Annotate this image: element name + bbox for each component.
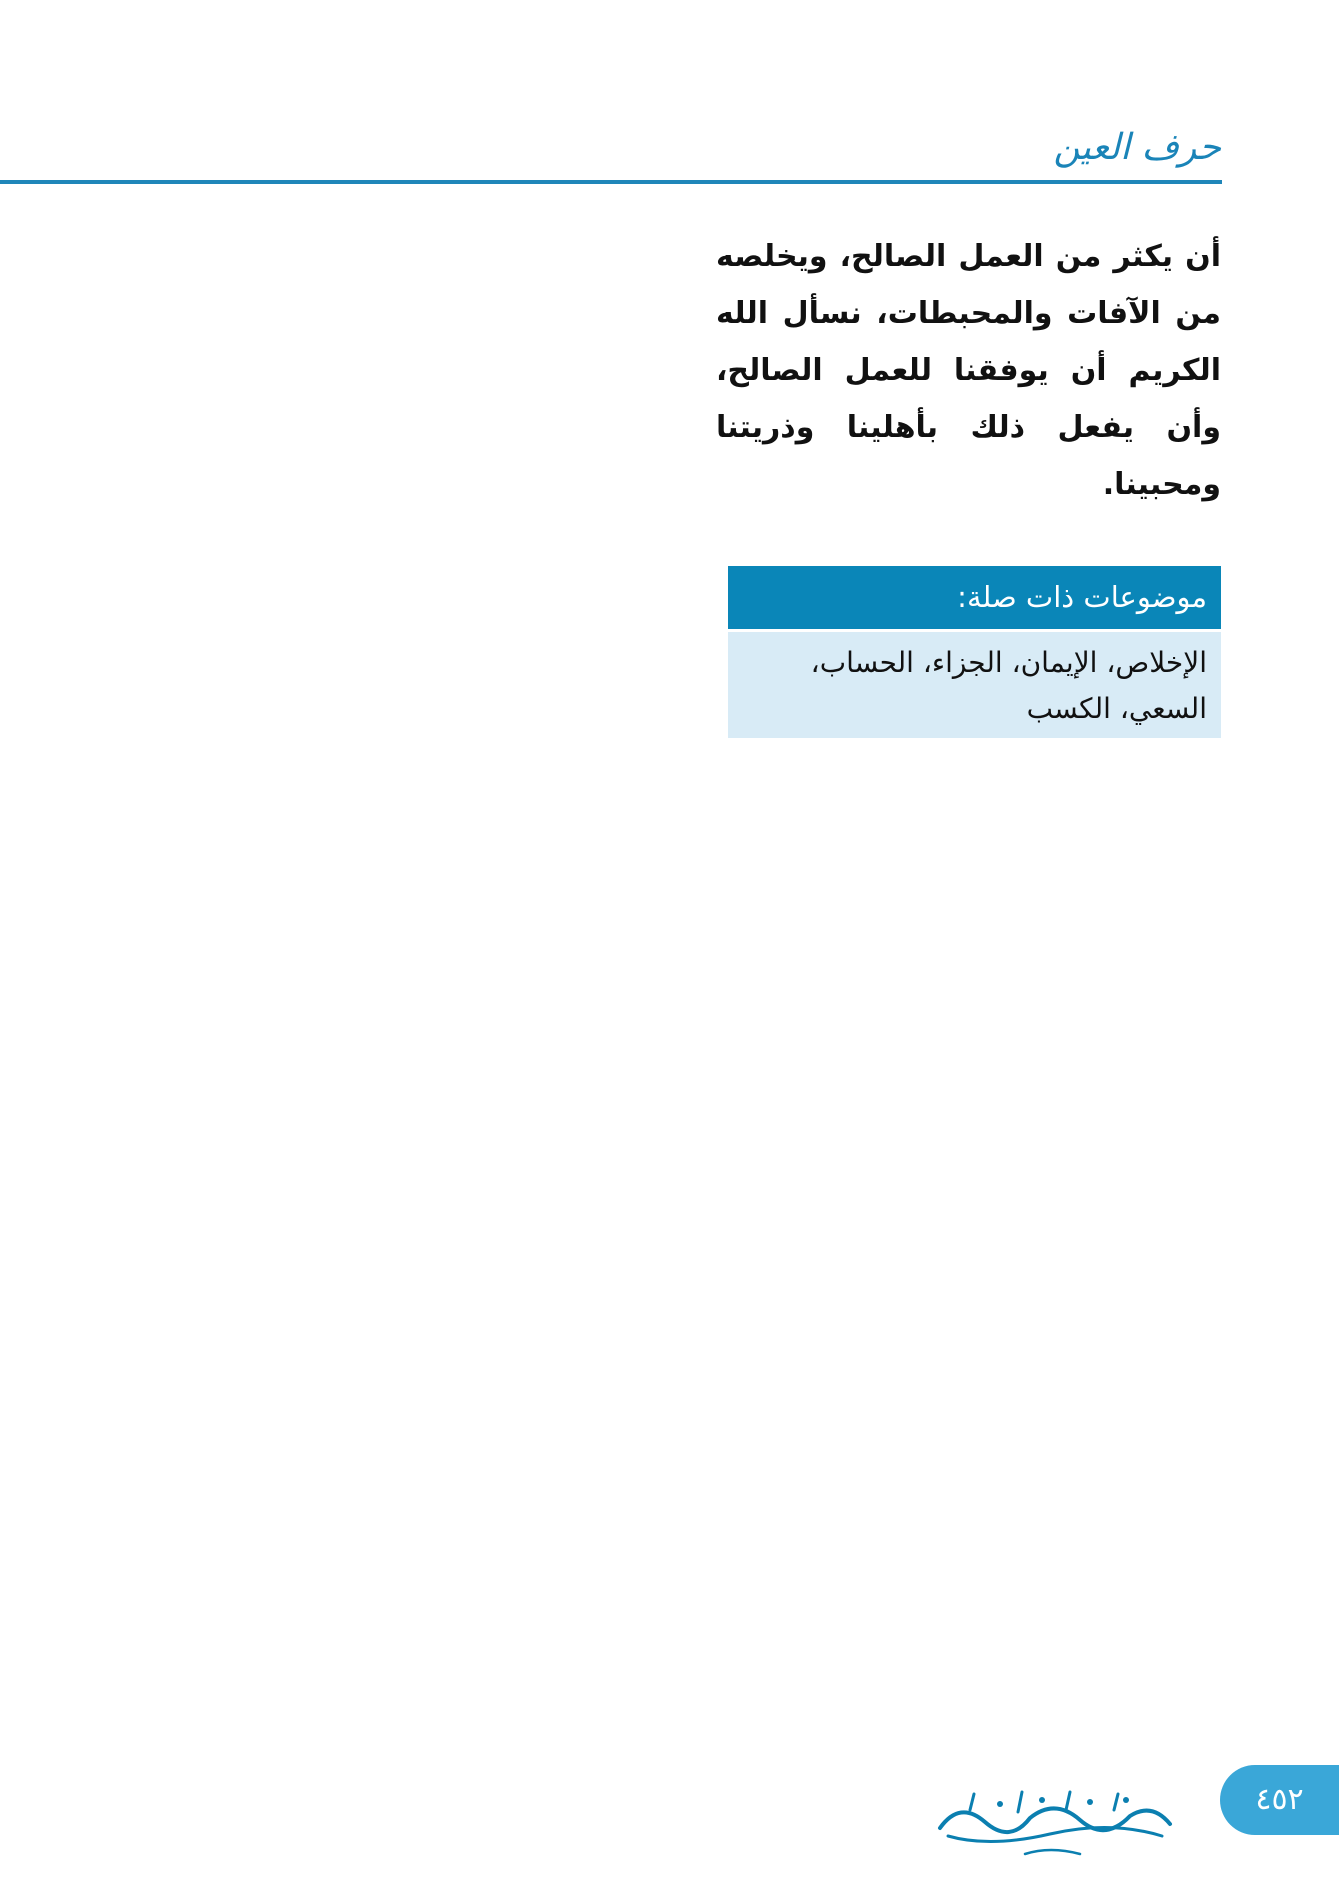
main-paragraph: أن يكثر من العمل الصالح، ويخلصه من الآفات والمحبطات، نسأل الله الكريم أن يوفقنا للعمل الصالح، وأن يفعل ذلك بأهلينا وذريتنا ومحبينا. [716, 239, 1221, 502]
page-number: ٤٥٢ [1220, 1765, 1339, 1835]
encyclopedia-logo [930, 1770, 1180, 1870]
related-topics-heading: موضوعات ذات صلة: [728, 566, 1221, 629]
chapter-title: حرف العين [1053, 127, 1221, 168]
related-topics-box [728, 566, 1221, 738]
related-topics-list: الإخلاص، الإيمان، الجزاء، الحساب، السعي، الكسب [728, 632, 1221, 738]
header-divider [0, 180, 1222, 184]
